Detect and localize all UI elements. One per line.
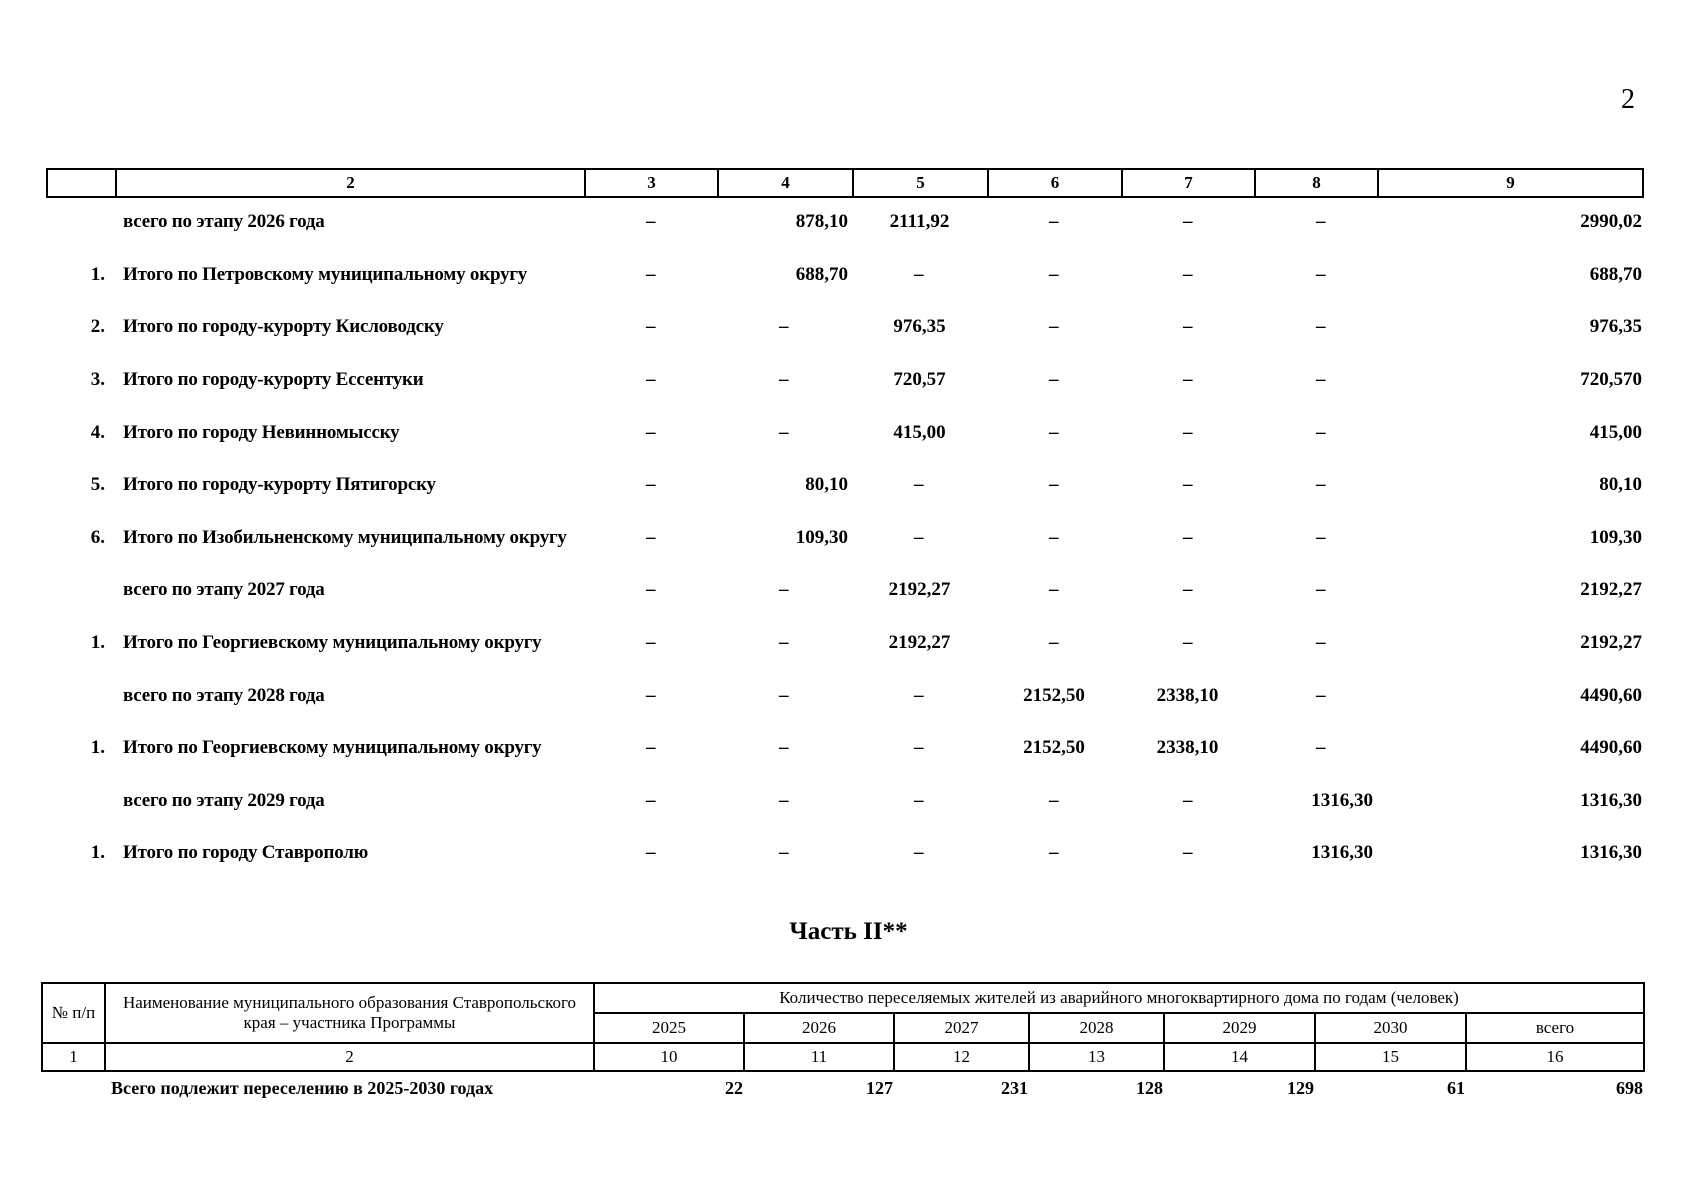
row-value: – (779, 316, 789, 338)
row-total: 2192,27 (1580, 632, 1642, 654)
row-value: 1316,30 (1311, 789, 1373, 811)
row-value: – (914, 526, 924, 548)
table-row (46, 249, 1642, 302)
row-number (46, 564, 115, 617)
row-value: – (779, 684, 789, 706)
row-total: 4490,60 (1580, 737, 1642, 759)
row-value: – (1049, 842, 1059, 864)
row-value: – (1049, 421, 1059, 443)
row-value: – (1183, 632, 1193, 654)
row-value: – (1316, 684, 1326, 706)
total-label: Всего подлежит переселению в 2025-2030 годах (111, 1078, 494, 1098)
row-value: 2152,50 (1023, 737, 1085, 759)
row-total: 2192,27 (1580, 579, 1642, 601)
row-value: – (646, 316, 656, 338)
row-value: – (646, 632, 656, 654)
row-value: – (914, 789, 924, 811)
table-row (46, 669, 1642, 722)
row-value: – (779, 579, 789, 601)
row-total: 415,00 (1589, 421, 1642, 443)
row-value: 2192,27 (888, 632, 951, 654)
row-value: – (1316, 211, 1326, 233)
table-row (46, 827, 1642, 880)
header-col-6: 6 (988, 169, 1122, 197)
row-value: – (646, 684, 656, 706)
row-value: 2152,50 (1023, 684, 1085, 706)
row-value: – (1049, 632, 1059, 654)
row-value: 2338,10 (1156, 684, 1219, 706)
row-number: 4. (90, 421, 105, 443)
row-value: – (1316, 316, 1326, 338)
row-name: Итого по городу Ставрополю (123, 842, 369, 864)
row-value: – (646, 737, 656, 759)
table-row (46, 617, 1642, 670)
row-value: – (1183, 526, 1193, 548)
row-value: – (1049, 369, 1059, 391)
table-row (46, 564, 1642, 617)
col-number: 16 (1466, 1043, 1644, 1071)
col-number: 13 (1029, 1043, 1164, 1071)
row-value: 688,70 (795, 263, 848, 285)
table-row (46, 196, 1642, 249)
row-number (46, 775, 115, 828)
table-row (46, 354, 1642, 407)
row-value: – (646, 474, 656, 496)
row-value: – (1183, 579, 1193, 601)
year-header: 2025 (594, 1013, 744, 1043)
header-col-4: 4 (718, 169, 853, 197)
row-value: – (646, 579, 656, 601)
row-value: – (1183, 211, 1193, 233)
row-value: – (646, 369, 656, 391)
part1-header-table (46, 168, 1644, 198)
row-value: – (779, 737, 789, 759)
header-col-9: 9 (1378, 169, 1643, 197)
row-value: – (1183, 842, 1193, 864)
row-value: – (1049, 316, 1059, 338)
row-name: Итого по городу-курорту Пятигорску (123, 474, 436, 496)
total-value: 127 (866, 1078, 894, 1098)
row-value: – (1183, 316, 1193, 338)
header-col-3: 3 (585, 169, 718, 197)
row-number: 1. (90, 632, 105, 654)
row-name: всего по этапу 2029 года (123, 789, 325, 811)
year-header: 2026 (744, 1013, 894, 1043)
table-row (46, 775, 1642, 828)
total-value: 231 (1001, 1078, 1029, 1098)
part2-header-table (41, 982, 1645, 1072)
row-value: – (914, 737, 924, 759)
year-header: 2028 (1029, 1013, 1164, 1043)
total-header: всего (1466, 1013, 1644, 1043)
row-value: 415,00 (893, 421, 946, 443)
row-value: – (1316, 421, 1326, 443)
col-number: 12 (894, 1043, 1029, 1071)
year-header: 2029 (1164, 1013, 1315, 1043)
page-number: 2 (1621, 84, 1635, 115)
row-value: – (1049, 263, 1059, 285)
row-value: 720,57 (893, 369, 946, 391)
row-value: – (1049, 789, 1059, 811)
col-number: 14 (1164, 1043, 1315, 1071)
row-value: – (1049, 474, 1059, 496)
row-value: – (914, 842, 924, 864)
row-value: – (1183, 421, 1193, 443)
row-number (46, 669, 115, 722)
row-name: Итого по Георгиевскому муниципальному округу (123, 737, 542, 759)
row-number: 5. (90, 474, 105, 496)
table-row (46, 512, 1642, 565)
table-row (46, 459, 1642, 512)
row-value: 976,35 (893, 316, 946, 338)
row-value: – (646, 421, 656, 443)
row-number (46, 196, 115, 249)
col-no-header: № п/п (42, 983, 105, 1043)
row-value: – (646, 211, 656, 233)
row-number: 6. (90, 526, 105, 548)
col-number: 15 (1315, 1043, 1466, 1071)
total-value: 698 (1616, 1078, 1644, 1098)
row-value: – (1183, 369, 1193, 391)
header-col-8: 8 (1255, 169, 1378, 197)
row-value: – (1316, 369, 1326, 391)
row-value: – (1183, 789, 1193, 811)
row-number: 1. (90, 737, 105, 759)
row-total: 1316,30 (1580, 842, 1642, 864)
row-value: – (1049, 579, 1059, 601)
row-name: всего по этапу 2028 года (123, 684, 325, 706)
row-value: – (914, 263, 924, 285)
row-total: 4490,60 (1580, 684, 1642, 706)
table-row (46, 722, 1642, 775)
row-name: Итого по городу-курорту Ессентуки (123, 369, 424, 391)
year-header: 2027 (894, 1013, 1029, 1043)
row-value: – (646, 263, 656, 285)
row-total: 720,570 (1580, 369, 1642, 391)
row-value: – (646, 842, 656, 864)
row-name: Итого по городу-курорту Кисловодску (123, 316, 444, 338)
row-total: 80,10 (1599, 474, 1642, 496)
table-row (46, 301, 1642, 354)
row-value: – (1183, 474, 1193, 496)
row-number: 1. (90, 263, 105, 285)
row-value: – (779, 789, 789, 811)
row-value: – (779, 369, 789, 391)
row-value: – (914, 684, 924, 706)
row-value: 1316,30 (1311, 842, 1373, 864)
total-value: 22 (725, 1078, 744, 1098)
row-name: Итого по городу Невинномысску (123, 421, 400, 443)
col-number: 11 (744, 1043, 894, 1071)
row-value: – (1049, 526, 1059, 548)
table-row (46, 406, 1642, 459)
row-name: Итого по Георгиевскому муниципальному округу (123, 632, 542, 654)
row-value: – (1316, 474, 1326, 496)
row-value: – (1316, 579, 1326, 601)
row-number: 2. (90, 316, 105, 338)
row-name: всего по этапу 2027 года (123, 579, 325, 601)
header-col-2: 2 (116, 169, 585, 197)
row-value: – (646, 789, 656, 811)
header-col-5: 5 (853, 169, 988, 197)
row-value: – (779, 842, 789, 864)
row-total: 109,30 (1589, 526, 1642, 548)
row-value: – (779, 421, 789, 443)
row-value: – (1049, 211, 1059, 233)
col-name-header: Наименование муниципального образования Ставропольского края – участника Программы (105, 983, 594, 1043)
row-value: – (779, 632, 789, 654)
row-number: 3. (90, 369, 105, 391)
col-number: 2 (105, 1043, 594, 1071)
row-total: 1316,30 (1580, 789, 1642, 811)
row-value: 2338,10 (1156, 737, 1219, 759)
total-value: 129 (1287, 1078, 1315, 1098)
part1-body-table (46, 196, 1642, 880)
row-value: 2192,27 (888, 579, 951, 601)
row-total: 976,35 (1589, 316, 1642, 338)
total-value: 61 (1447, 1078, 1466, 1098)
row-value: – (1316, 263, 1326, 285)
row-value: 878,10 (795, 211, 848, 233)
row-value: – (646, 526, 656, 548)
total-value: 128 (1136, 1078, 1164, 1098)
col-number: 10 (594, 1043, 744, 1071)
row-name: Итого по Петровскому муниципальному округу (123, 263, 528, 285)
part2-title: Часть II** (789, 918, 908, 945)
part2-total-table (41, 1072, 1643, 1099)
year-header: 2030 (1315, 1013, 1466, 1043)
row-total: 2990,02 (1580, 211, 1642, 233)
group-header: Количество переселяемых жителей из аварийного многоквартирного дома по годам (человек) (594, 983, 1644, 1013)
col-number: 1 (42, 1043, 105, 1071)
row-value: 2111,92 (889, 211, 950, 233)
total-row (41, 1072, 1643, 1099)
row-value: 109,30 (795, 526, 848, 548)
row-value: – (1183, 263, 1193, 285)
row-value: 80,10 (805, 474, 848, 496)
row-name: всего по этапу 2026 года (123, 211, 325, 233)
row-value: – (1316, 632, 1326, 654)
row-value: – (1316, 526, 1326, 548)
header-col-7: 7 (1122, 169, 1255, 197)
row-number: 1. (90, 842, 105, 864)
row-value: – (1316, 737, 1326, 759)
header-col-1 (47, 169, 116, 197)
row-name: Итого по Изобильненскому муниципальному округу (123, 526, 567, 548)
row-value: – (914, 474, 924, 496)
row-total: 688,70 (1589, 263, 1642, 285)
